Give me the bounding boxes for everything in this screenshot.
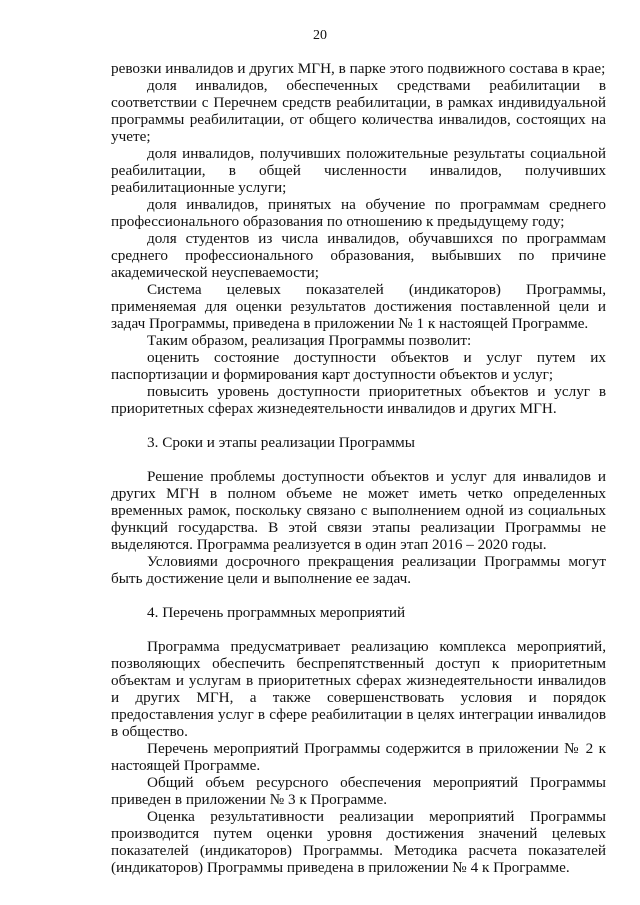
paragraph: повысить уровень доступности приоритетных объектов и услуг в приоритетных сферах жизнедеятельности инвалидов и других МГН. [111,383,606,417]
paragraph: Общий объем ресурсного обеспечения мероприятий Программы приведен в приложении № 3 к Программе. [111,774,606,808]
paragraph: Условиями досрочного прекращения реализации Программы могут быть достижение цели и выполнение ее задач. [111,553,606,587]
paragraph: доля студентов из числа инвалидов, обучавшихся по программам среднего профессионального образования, выбывших по причине академической неуспеваемости; [111,230,606,281]
paragraph: доля инвалидов, обеспеченных средствами реабилитации в соответствии с Перечнем средств реабилитации, в рамках индивидуальной программы реабилитации, от общего количества инвалидов, состоящих на учете; [111,77,606,145]
section-heading: 4. Перечень программных мероприятий [147,604,406,621]
paragraph: Таким образом, реализация Программы позволит: [147,332,472,349]
paragraph: Решение проблемы доступности объектов и услуг для инвалидов и других МГН в полном объеме не может иметь четко определенных временных рамок, поскольку связано с выполнением одной из социальных функций государства. В этой связи этапы реализации Программы не выделяются. Программа реализуется в один этап 2016 – 2020 годы. [111,468,606,553]
paragraph: оценить состояние доступности объектов и услуг путем их паспортизации и формирования карт доступности объектов и услуг; [111,349,606,383]
document-body [111,60,606,876]
paragraph: Оценка результативности реализации мероприятий Программы производится путем оценки уровня достижения значений целевых показателей (индикаторов) Программы. Методика расчета показателей (индикаторов) Программы приведена в приложении № 4 к Программе. [111,808,606,876]
section-heading: 3. Сроки и этапы реализации Программы [147,434,415,451]
paragraph: ревозки инвалидов и других МГН, в парке этого подвижного состава в крае; [111,60,606,77]
paragraph: доля инвалидов, получивших положительные результаты социальной реабилитации, в общей численности инвалидов, получивших реабилитационные услуги; [111,145,606,196]
paragraph: Перечень мероприятий Программы содержится в приложении № 2 к настоящей Программе. [111,740,606,774]
paragraph: Система целевых показателей (индикаторов) Программы, применяемая для оценки результатов достижения поставленной цели и задач Программы, приведена в приложении № 1 к настоящей Программе. [111,281,606,332]
paragraph: Программа предусматривает реализацию комплекса мероприятий, позволяющих обеспечить беспрепятственный доступ к приоритетным объектам и услугам в приоритетных сферах жизнедеятельности инвалидов и других МГН, а также совершенствовать условия и порядок предоставления услуг в сфере реабилитации в целях интеграции инвалидов в общество. [111,638,606,740]
paragraph: доля инвалидов, принятых на обучение по программам среднего профессионального образования по отношению к предыдущему году; [111,196,606,230]
page-number: 20 [313,28,327,43]
